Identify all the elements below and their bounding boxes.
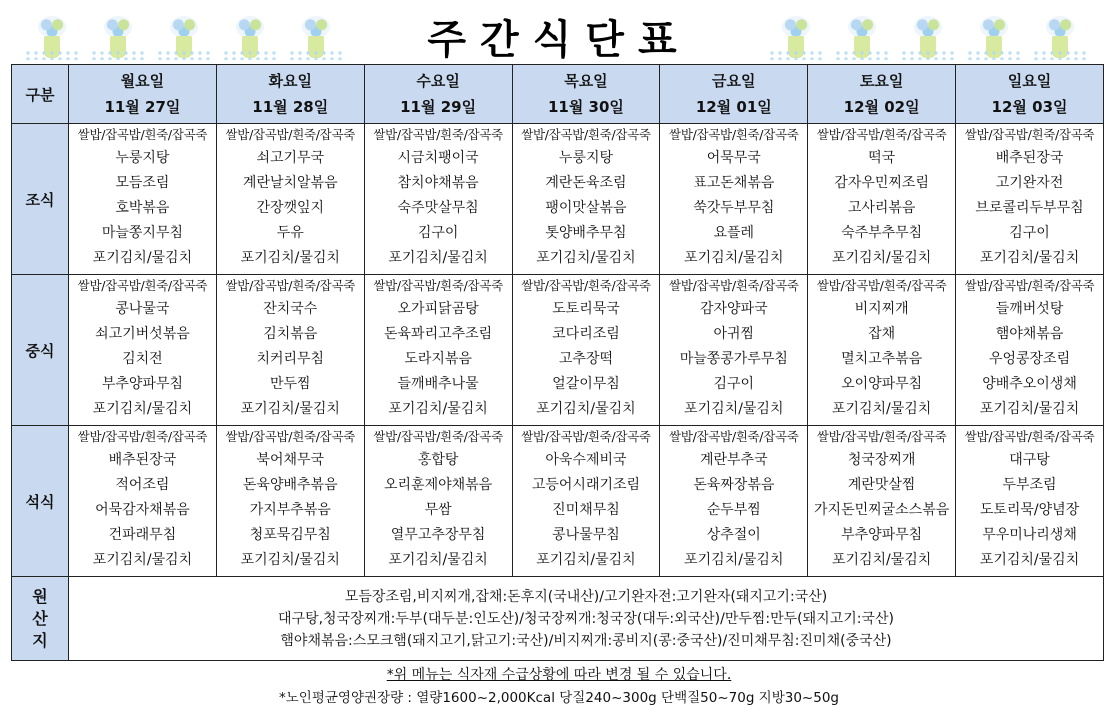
day-header [956, 65, 1104, 124]
menu-item: 아귀찜 [713, 326, 755, 342]
date-label: 11월 28일 [252, 98, 329, 116]
menu-item: 참치야채볶음 [397, 175, 479, 191]
day-header [69, 65, 217, 124]
menu-item: 포기김치/물김치 [388, 552, 488, 568]
menu-item: 어묵감자채볶음 [95, 502, 190, 518]
menu-item: 얼갈이무침 [552, 376, 620, 392]
menu-item: 쇠고기버섯볶음 [95, 326, 190, 342]
weekday-label: 목요일 [564, 72, 608, 90]
menu-item: 김치볶음 [263, 326, 318, 342]
menu-cell [216, 426, 364, 577]
origin-row [12, 577, 1104, 661]
menu-item: 포기김치/물김치 [979, 401, 1080, 417]
menu-item: 콩나물국 [115, 301, 170, 317]
menu-item: 포기김치/물김치 [92, 250, 193, 266]
meal-label: 조식 [12, 124, 69, 275]
menu-cell [660, 275, 808, 426]
menu-item: 계란돈육조림 [545, 175, 627, 191]
meal-label: 중식 [12, 275, 69, 426]
staple-item: 쌀밥/잡곡밥/흰죽/잡곡죽 [77, 429, 208, 444]
menu-item: 배추된장국 [108, 452, 177, 468]
flower-pot-icon [1032, 10, 1088, 62]
menu-item: 대구탕 [1009, 452, 1050, 468]
menu-item: 아욱수제비국 [545, 452, 627, 468]
menu-item: 양배추오이생채 [982, 376, 1077, 392]
staple-item: 쌀밥/잡곡밥/흰죽/잡곡죽 [964, 278, 1095, 293]
staple-item: 쌀밥/잡곡밥/흰죽/잡곡죽 [669, 429, 799, 444]
menu-item: 감자양파국 [699, 301, 768, 317]
menu-item: 누룽지탕 [115, 150, 170, 166]
menu-cell [69, 426, 217, 577]
menu-item: 돈육양배추볶음 [242, 477, 338, 493]
staple-item: 쌀밥/잡곡밥/흰죽/잡곡죽 [373, 127, 503, 142]
weekday-label: 화요일 [268, 72, 312, 90]
menu-item: 만두찜 [269, 376, 311, 392]
staple-item: 쌀밥/잡곡밥/흰죽/잡곡죽 [521, 429, 651, 444]
menu-item: 도토리묵/양념장 [979, 502, 1080, 518]
menu-cell [69, 275, 217, 426]
menu-cell [512, 124, 660, 275]
menu-item: 김치전 [122, 351, 163, 367]
menu-item: 부추양파무침 [101, 376, 183, 392]
menu-item: 어묵무국 [706, 150, 761, 166]
staple-item: 쌀밥/잡곡밥/흰죽/잡곡죽 [373, 429, 503, 444]
menu-cell [956, 124, 1104, 275]
menu-item: 포기김치/물김치 [979, 250, 1080, 266]
menu-item: 김구이 [1009, 225, 1050, 241]
menu-cell [808, 275, 956, 426]
date-label: 11월 27일 [104, 98, 181, 116]
day-header [512, 65, 660, 124]
header [0, 0, 1118, 64]
menu-item: 숙주부추무침 [841, 225, 923, 241]
staple-item: 쌀밥/잡곡밥/흰죽/잡곡죽 [669, 127, 799, 142]
date-label: 12월 02일 [843, 98, 920, 116]
staple-item: 쌀밥/잡곡밥/흰죽/잡곡죽 [225, 127, 356, 142]
origin-label-char: 산 [32, 608, 48, 628]
menu-item: 우엉콩장조림 [988, 351, 1071, 367]
menu-cell [69, 124, 217, 275]
menu-item: 진미채무침 [552, 502, 620, 518]
menu-item: 돈육꽈리고추조림 [384, 326, 493, 342]
menu-item: 잡채 [868, 326, 896, 342]
staple-item: 쌀밥/잡곡밥/흰죽/잡곡죽 [225, 278, 356, 293]
menu-item: 포기김치/물김치 [536, 401, 636, 417]
menu-item: 팽이맛살볶음 [545, 200, 627, 216]
menu-item: 청포묵김무침 [249, 527, 331, 543]
menu-item: 숙주맛살무침 [397, 200, 479, 216]
staple-item: 쌀밥/잡곡밥/흰죽/잡곡죽 [521, 127, 651, 142]
menu-item: 표고돈채볶음 [693, 175, 775, 191]
menu-item: 배추된장국 [995, 150, 1064, 166]
menu-item: 들깨버섯탕 [995, 301, 1064, 317]
meal-row [12, 124, 1104, 275]
menu-item: 포기김치/물김치 [92, 552, 193, 568]
nutrition-guideline: *노인평균영양권장량 : 열량1600~2,000Kcal 당질240~300g 단백질50~70g 지방30~50g [279, 690, 839, 706]
page-title: 주간식단표 [427, 17, 691, 63]
day-header [216, 65, 364, 124]
menu-item: 호박볶음 [115, 200, 170, 216]
menu-item: 계란날치알볶음 [242, 175, 338, 191]
staple-item: 쌀밥/잡곡밥/흰죽/잡곡죽 [373, 278, 503, 293]
menu-cell [956, 275, 1104, 426]
staple-item: 쌀밥/잡곡밥/흰죽/잡곡죽 [669, 278, 799, 293]
menu-item: 열무고추장무침 [390, 527, 486, 543]
meal-row [12, 426, 1104, 577]
menu-cell [216, 124, 364, 275]
staple-item: 쌀밥/잡곡밥/흰죽/잡곡죽 [521, 278, 651, 293]
menu-cell [512, 275, 660, 426]
menu-item: 포기김치/물김치 [240, 250, 340, 266]
menu-item: 포기김치/물김치 [831, 401, 932, 417]
menu-item: 치커리무침 [256, 351, 325, 367]
menu-item: 부추양파무침 [841, 527, 923, 543]
menu-item: 멸치고추볶음 [841, 351, 923, 367]
origin-label-char: 원 [32, 586, 48, 606]
menu-item: 고사리볶음 [847, 200, 916, 216]
menu-item: 포기김치/물김치 [240, 401, 340, 417]
menu-item: 간장깻잎지 [256, 200, 325, 216]
menu-item: 쇠고기무국 [256, 150, 325, 166]
menu-item: 포기김치/물김치 [684, 401, 784, 417]
staple-item: 쌀밥/잡곡밥/흰죽/잡곡죽 [816, 429, 947, 444]
menu-cell [660, 426, 808, 577]
date-label: 12월 03일 [991, 98, 1068, 116]
flower-pot-icon [834, 10, 890, 62]
menu-item: 계란부추국 [699, 452, 768, 468]
menu-item: 오가피닭곰탕 [397, 301, 479, 317]
menu-item: 포기김치/물김치 [388, 401, 488, 417]
meal-label: 석식 [12, 426, 69, 577]
menu-item: 두부조림 [1002, 477, 1057, 493]
decoration-right [768, 10, 1088, 62]
meal-row [12, 275, 1104, 426]
staple-item: 쌀밥/잡곡밥/흰죽/잡곡죽 [964, 429, 1095, 444]
menu-item: 도라지볶음 [404, 351, 472, 367]
weekday-label: 일요일 [1007, 72, 1052, 90]
menu-item: 포기김치/물김치 [388, 250, 488, 266]
menu-item: 고등어시래기조림 [531, 477, 641, 493]
menu-item: 돈육짜장볶음 [693, 477, 775, 493]
menu-item: 햄야채볶음 [995, 326, 1064, 342]
menu-item: 비지찌개 [854, 301, 909, 317]
menu-item: 무쌈 [424, 502, 452, 518]
menu-item: 북어채무국 [256, 452, 325, 468]
date-label: 12월 01일 [695, 98, 772, 116]
staple-item: 쌀밥/잡곡밥/흰죽/잡곡죽 [77, 127, 208, 142]
menu-item: 홍합탕 [417, 452, 459, 468]
menu-item: 고기완자전 [995, 175, 1064, 191]
menu-item: 코다리조림 [552, 326, 620, 342]
staple-item: 쌀밥/잡곡밥/흰죽/잡곡죽 [964, 127, 1095, 142]
menu-item: 포기김치/물김치 [831, 552, 932, 568]
origin-info [69, 577, 1104, 661]
staple-item: 쌀밥/잡곡밥/흰죽/잡곡죽 [816, 278, 947, 293]
origin-label-char: 지 [32, 630, 48, 650]
flower-pot-icon [768, 10, 824, 62]
menu-item: 고추장떡 [558, 351, 613, 367]
menu-item: 가지부추볶음 [249, 502, 331, 518]
menu-item: 김구이 [713, 376, 755, 392]
menu-item: 들깨배추나물 [397, 376, 479, 392]
menu-cell [216, 275, 364, 426]
menu-item: 적어조림 [115, 477, 170, 493]
menu-item: 포기김치/물김치 [92, 401, 193, 417]
menu-cell [808, 426, 956, 577]
menu-item: 김구이 [417, 225, 459, 241]
day-header [364, 65, 512, 124]
origin-label [12, 577, 69, 661]
menu-item: 톳양배추무침 [545, 225, 627, 241]
menu-item: 두유 [276, 225, 304, 241]
staple-item: 쌀밥/잡곡밥/흰죽/잡곡죽 [225, 429, 356, 444]
menu-item: 포기김치/물김치 [536, 250, 636, 266]
menu-item: 계란맛살찜 [847, 477, 916, 493]
menu-item: 요플레 [713, 225, 755, 241]
corner-label: 구분 [12, 65, 69, 124]
menu-item: 모듬조림 [115, 175, 170, 191]
change-notice: *위 메뉴는 식자재 수급상황에 따라 변경 될 수 있습니다. [386, 667, 732, 683]
menu-cell [512, 426, 660, 577]
menu-item: 포기김치/물김치 [831, 250, 932, 266]
weekday-label: 월요일 [120, 72, 165, 90]
day-header [808, 65, 956, 124]
menu-item: 떡국 [868, 150, 896, 166]
menu-item: 쑥갓두부무침 [693, 200, 775, 216]
menu-item: 잔치국수 [263, 301, 318, 317]
menu-item: 순두부찜 [706, 502, 761, 518]
menu-item: 청국장찌개 [847, 452, 916, 468]
menu-item: 무우미나리생채 [982, 527, 1077, 543]
menu-cell [364, 124, 512, 275]
menu-item: 건파래무침 [108, 527, 177, 543]
menu-item: 가지돈민찌굴소스볶음 [814, 502, 950, 518]
origin-line: 대구탕,청국장찌개:두부(대두분:인도산)/청국장찌개:청국장(대두:외국산)/만두찜:만두(돼지고기:국산) [278, 610, 894, 627]
header-row [12, 65, 1104, 124]
menu-item: 도토리묵국 [552, 301, 620, 317]
staple-item: 쌀밥/잡곡밥/흰죽/잡곡죽 [816, 127, 947, 142]
menu-item: 마늘쫑콩가루무침 [679, 351, 788, 367]
menu-item: 마늘쫑지무침 [101, 225, 183, 241]
footer-notes [0, 664, 1118, 710]
menu-item: 오이양파무침 [841, 376, 923, 392]
menu-item: 누룽지탕 [558, 150, 613, 166]
menu-cell [660, 124, 808, 275]
flower-pot-icon [900, 10, 956, 62]
origin-line: 모듬장조림,비지찌개,잡채:돈후지(국내산)/고기완자전:고기완자(돼지고기:국산) [344, 588, 828, 605]
menu-cell [364, 275, 512, 426]
menu-item: 포기김치/물김치 [536, 552, 636, 568]
weekday-label: 금요일 [712, 72, 756, 90]
flower-pot-icon [966, 10, 1022, 62]
weekday-label: 토요일 [859, 72, 904, 90]
menu-cell [808, 124, 956, 275]
menu-item: 포기김치/물김치 [979, 552, 1080, 568]
menu-cell [364, 426, 512, 577]
day-header [660, 65, 808, 124]
meal-rows [12, 124, 1104, 577]
menu-item: 포기김치/물김치 [240, 552, 340, 568]
weekly-menu-table [11, 64, 1104, 661]
menu-item: 포기김치/물김치 [684, 250, 784, 266]
origin-line: 햄야채볶음:스모크햄(돼지고기,닭고기:국산)/비지찌개:콩비지(콩:중국산)/진미채무침:진미채(중국산) [280, 632, 892, 649]
menu-item: 콩나물무침 [552, 527, 620, 543]
menu-item: 상추절이 [706, 527, 761, 543]
menu-item: 시금치팽이국 [397, 150, 479, 166]
date-label: 11월 30일 [547, 98, 624, 116]
menu-item: 포기김치/물김치 [684, 552, 784, 568]
menu-item: 브로콜리두부무침 [975, 200, 1084, 216]
date-label: 11월 29일 [400, 98, 477, 116]
staple-item: 쌀밥/잡곡밥/흰죽/잡곡죽 [77, 278, 208, 293]
menu-item: 감자우민찌조림 [834, 175, 929, 191]
menu-cell [956, 426, 1104, 577]
weekday-label: 수요일 [416, 72, 460, 90]
menu-item: 오리훈제야채볶음 [384, 477, 493, 493]
